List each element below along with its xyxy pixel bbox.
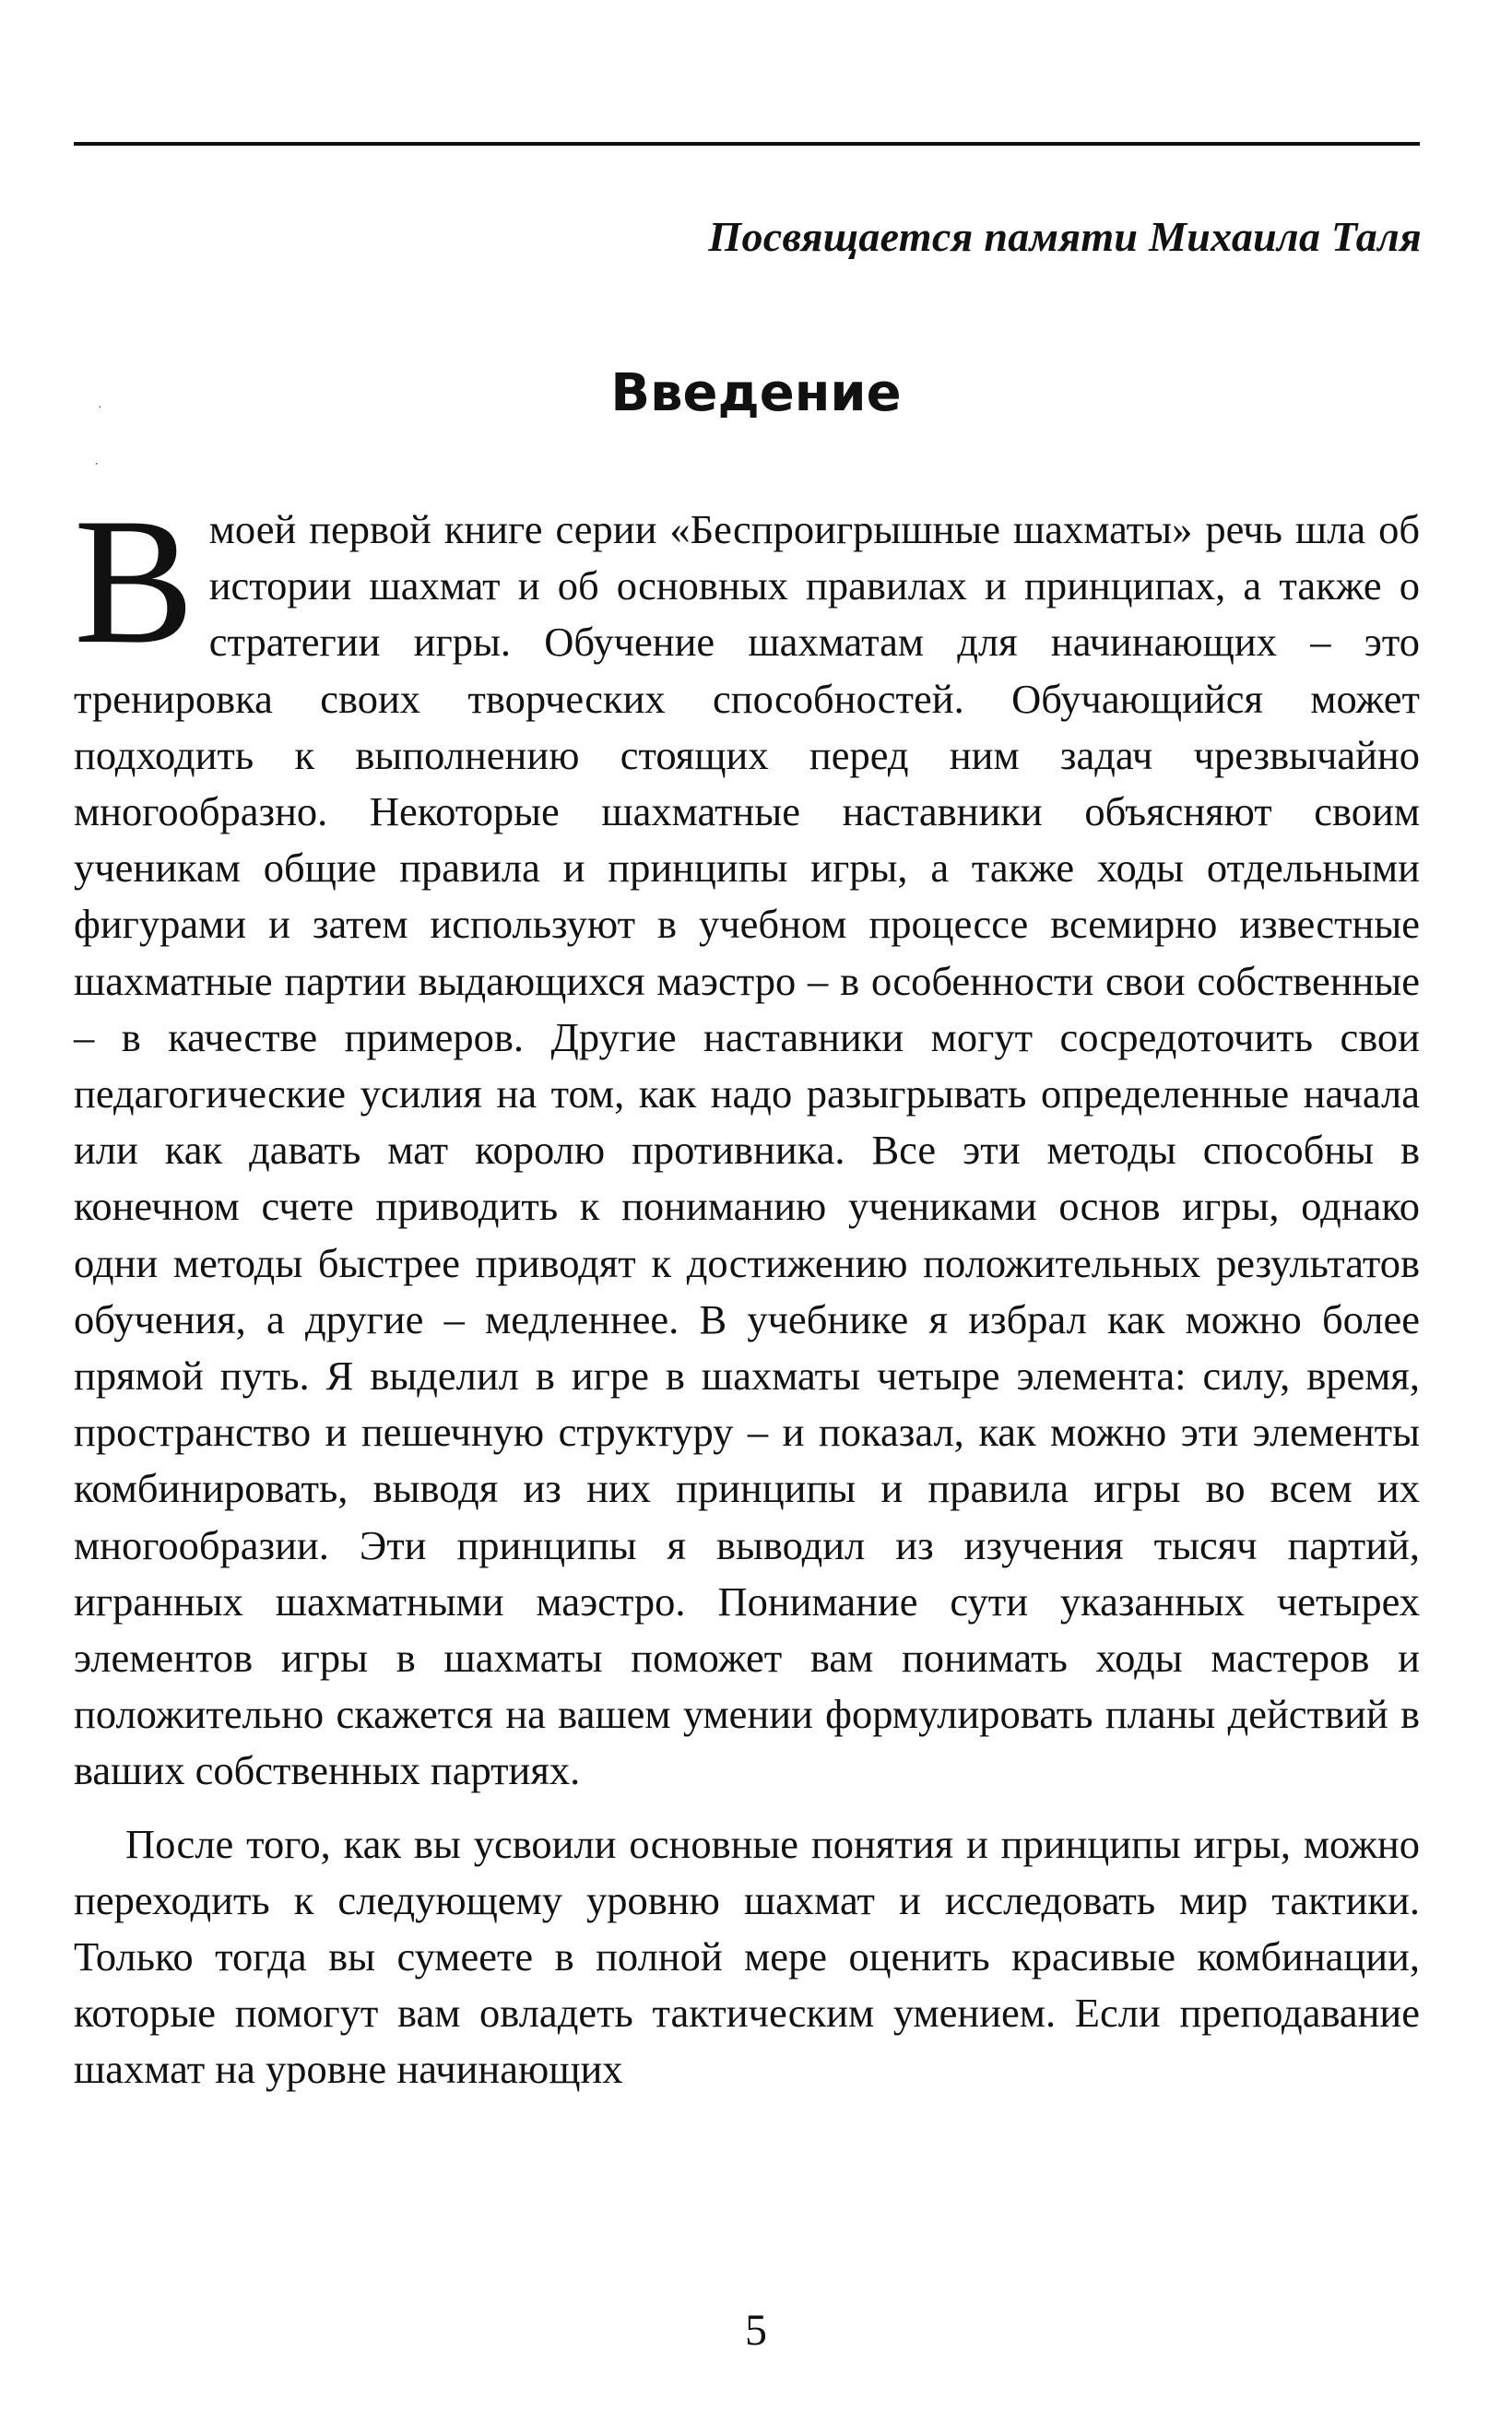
paragraph-1-text: моей первой книге серии «Беспроигрышные шахматы» речь шла об истории шахмат и об основных правилах и принципах, а также о стратегии игры. Обучение шахматам для начинающих – это тренировка своих творческих способностей. Обучающийся может подходить к выполнению стоящих перед ним задач чрезвычайно многообразно. Некоторые шахматные наставники объясняют своим ученикам общие правила и принципы игры, а также ходы отдельными фигурами и затем используют в учебном процессе всемирно известные шахматные партии выдающихся маэстро – в особенности свои собственные – в качестве примеров. Другие наставники могут сосредоточить свои педагогические усилия на том, как надо разыгрывать определенные начала или как давать мат королю противника. Все эти методы способны в конечном счете приводить к пониманию учениками основ игры, однако одни методы быстрее приводят к достижению положительных результатов обучения, а другие – медленнее. В учебнике я избрал как можно более прямой путь. Я выделил в игре в шахматы четыре элемента: силу, время, пространство и пешечную структуру – и показал, как можно эти элементы комбинировать, выводя из них принципы и правила игры во всем их многообразии. Эти принципы я выводил из изучения тысяч партий, игранных шахматными маэстро. Понимание сути указанных четырех элементов игры в шахматы поможет вам понимать ходы мастеров и положительно скажется на вашем умении формулировать планы действий в ваших собственных партиях. bbox=[74, 506, 1420, 1794]
scan-speck: ˏ bbox=[94, 450, 99, 465]
top-rule bbox=[74, 142, 1420, 146]
page-number: 5 bbox=[745, 2306, 767, 2355]
drop-cap: В bbox=[74, 481, 195, 681]
chapter-heading: Введение bbox=[610, 363, 902, 423]
body-text bbox=[74, 481, 1420, 2098]
scan-speck: · bbox=[98, 398, 102, 413]
paragraph-1 bbox=[74, 481, 1420, 1800]
dedication: Посвящается памяти Михаила Таля bbox=[708, 213, 1422, 260]
paragraph-2: После того, как вы усвоили основные понятия и принципы игры, можно переходить к следующему уровню шахмат и исследовать мир тактики. Только тогда вы сумеете в полной мере оценить красивые комбинации, которые помогут вам овладеть тактическим умением. Если преподавание шахмат на уровне начинающих bbox=[74, 1820, 1420, 2093]
